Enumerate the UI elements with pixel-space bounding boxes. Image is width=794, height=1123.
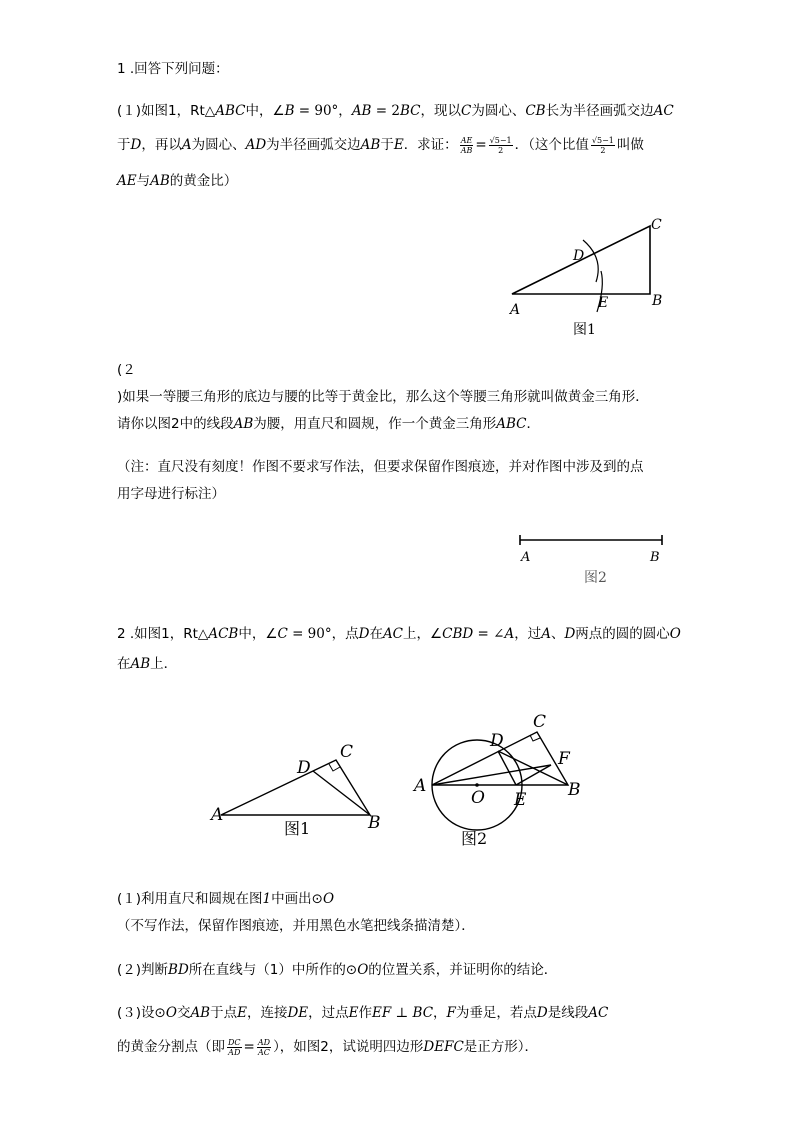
text: 是正方形）． [463,1039,539,1055]
math: AB [233,416,254,432]
fraction-denominator: 2 [498,145,504,155]
math: E [393,137,404,153]
math: A [181,137,192,153]
text: 叫做 [616,137,644,153]
label-a: A [414,776,427,796]
q2-sub1-number: (１) [117,891,142,907]
text: 为圆心、 [471,103,526,119]
math: E [237,1005,247,1021]
math: EF [372,1005,392,1021]
text: 与 [136,173,151,189]
math: C [277,626,288,642]
label-b: B [652,293,663,309]
text: ），如图2，试说明四边形 [273,1039,424,1055]
text: 为垂足，若点 [455,1005,537,1021]
math: = 90°，点 [287,626,359,642]
text: 于点 [210,1005,238,1021]
q1-figure-1 [512,226,650,312]
fraction-numerator: √5−1 [489,135,512,145]
text: 中画出⊙ [271,891,323,907]
text: 为圆心、 [191,137,246,153]
text: 的黄金比） [169,173,238,189]
label-f: F [558,749,570,769]
label-b: B [568,780,581,800]
math: C [460,103,472,119]
q2-figure-2-caption: 图2 [461,829,488,848]
text: 请你以图2中的线段 [117,416,234,432]
math: O [357,962,369,978]
q2-sub3-number: (３) [117,1005,142,1021]
text: ，过 [514,626,542,642]
q1-part2-line1: )如果一等腰三角形的底边与腰的比等于黄金比，那么这个等腰三角形就叫做黄金三角形． [117,389,649,405]
q1-figure-1-caption: 图1 [573,322,596,338]
fraction-numerator: √5−1 [591,135,614,145]
math: D [130,137,142,153]
math: AB [190,1005,211,1021]
math: ABC [496,416,527,432]
math: 1 [262,891,272,907]
fraction-numerator: AE [460,135,473,145]
math: BD [168,962,189,978]
text: ． [526,416,541,432]
math: A [541,626,551,642]
math: AB [130,656,151,672]
math: DEFC [423,1039,464,1055]
math: AC [653,103,674,119]
fraction-numerator: DC [228,1037,241,1047]
q1-part2-number: (２ [117,362,136,378]
text: 所在直线与（1）中所作的⊙ [188,962,358,978]
text: ，连接 [246,1005,288,1021]
math: O [165,1005,177,1021]
text: 2 .如图1，Rt△ [117,626,209,642]
math: F [446,1005,456,1021]
text: 中，∠ [238,626,278,642]
fraction-denominator: AB [460,145,473,155]
text: 为半径画弧交边 [266,137,361,153]
label-d: D [573,248,585,264]
math: CBD [442,626,474,642]
q2-figure-1 [221,760,370,815]
text: 设⊙ [141,1005,166,1021]
text: 在 [369,626,383,642]
math: ⊥ [391,1005,413,1021]
label-o: O [471,788,485,808]
text: 于 [117,137,131,153]
math: AC [382,626,404,642]
math: CB [525,103,546,119]
math: = 2 [371,103,400,119]
fraction-denominator: 2 [600,145,606,155]
q1-heading: 1 .回答下列问题： [117,61,229,77]
text: 的位置关系，并证明你的结论． [368,962,558,978]
text: 、 [550,626,565,642]
math: D [564,626,576,642]
math: ACB [208,626,239,642]
equals-sign: = [475,137,487,153]
math: AB [360,137,381,153]
q2-figure-1-caption: 图1 [284,819,311,838]
text: 在 [117,656,131,672]
math: AB [150,173,170,189]
q2-sub1-line2: （不写作法，保留作图痕迹，并用黑色水笔把线条描清楚）． [117,918,475,934]
math: BC [399,103,421,119]
q1-note-line1: （注：直尺没有刻度！作图不要求写作法，但要求保留作图痕迹，并对作图中涉及到的点 [117,459,644,475]
label-e: E [514,790,527,810]
text: 如图1，Rt△ [141,103,216,119]
label-b: B [650,550,660,565]
math: O [322,891,335,907]
text: 的黄金分割点（即 [117,1039,225,1055]
arc-from-c [583,240,598,282]
text: 判断 [141,962,169,978]
text: ．求证： [403,137,458,153]
label-c: C [533,712,547,732]
q1-part1-number: (１) [117,103,142,119]
label-c: C [340,742,354,762]
text: ，现以 [420,103,461,119]
label-b: B [368,813,381,833]
math: E [348,1005,359,1021]
math: AE [117,173,137,189]
fraction-numerator: AD [257,1037,271,1047]
math: B [284,103,295,119]
text: ，再以 [141,137,182,153]
text: ．（这个比值 [514,137,589,153]
label-d: D [297,758,311,778]
math: = ∠ [473,626,505,642]
text: 长为半径画弧交边 [545,103,654,119]
text: 交 [176,1005,191,1021]
text: 中，∠ [245,103,285,119]
equals-sign: = [243,1039,255,1055]
text: 为腰，用直尺和圆规，作一个黄金三角形 [253,416,497,432]
math: ABC [215,103,246,119]
fraction-denominator: AD [228,1047,241,1057]
q2-sub2-number: (２) [117,962,142,978]
fraction-denominator: AC [258,1047,270,1057]
q1-figure-2 [520,535,662,545]
text: 于 [380,137,394,153]
math: D [358,626,370,642]
math: = 90°， [294,103,352,119]
label-a: A [510,302,521,318]
text: 利用直尺和圆规在图 [141,891,263,907]
math: AC [588,1005,609,1021]
text: ， [433,1005,447,1021]
label-e: E [598,295,609,311]
label-c: C [651,217,662,233]
label-a: A [211,805,224,825]
math: A [504,626,515,642]
math: D [536,1005,548,1021]
text: 作 [358,1005,373,1021]
q1-figure-2-caption: 图2 [584,570,607,586]
text: 是线段 [547,1005,589,1021]
math: AD [245,137,267,153]
center-point-o [475,783,479,787]
math: AB [351,103,372,119]
label-a: A [521,550,531,565]
math: DE [287,1005,309,1021]
triangle-acb [221,760,370,815]
text: 两点的圆的圆心 [575,626,670,642]
text: 上，∠ [403,626,443,642]
math: O [669,626,681,642]
q1-note-line2: 用字母进行标注） [117,486,225,502]
label-d: D [490,731,504,751]
math: BC [412,1005,434,1021]
text: 上． [150,656,178,672]
segment-bd [313,771,370,815]
text: ，过点 [308,1005,349,1021]
